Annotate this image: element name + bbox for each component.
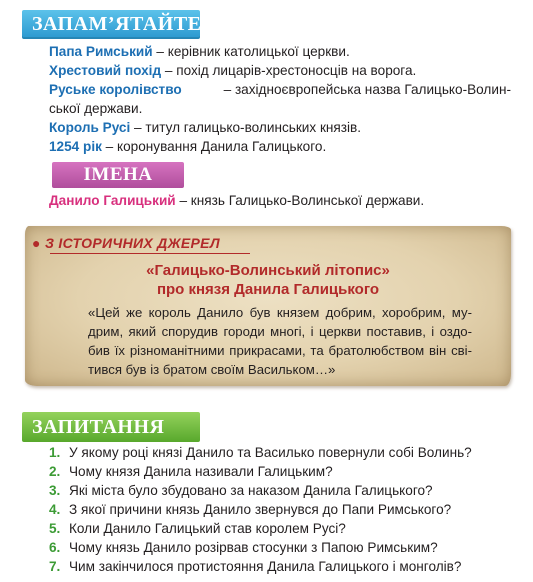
remember-item — [49, 80, 511, 99]
question-number: 6. — [49, 540, 61, 555]
questions-banner — [22, 412, 200, 442]
source-heading: ● З ІСТОРИЧНИХ ДЖЕРЕЛ — [32, 235, 220, 251]
question-text: Коли Данило Галицький став королем Русі? — [69, 521, 346, 536]
question-item — [49, 519, 346, 538]
remember-term: Хрестовий похід — [49, 63, 162, 78]
question-item — [49, 557, 461, 576]
source-quote-line: «Цей же король Данило був князем добрим, хоробрим, му- — [88, 305, 472, 320]
source-title-line-2: про князя Данила Галицького — [156, 281, 380, 298]
source-heading-underline — [50, 253, 250, 254]
source-quote-line: бив їх різноманітними прикрасами, та братолюбством він сві- — [88, 343, 472, 358]
names-item — [49, 191, 424, 210]
question-number: 7. — [49, 559, 61, 574]
remember-term: Руське королівство — [49, 82, 182, 97]
question-text: Чим закінчилося протистояння Данила Галицького і монголів? — [69, 559, 462, 574]
remember-definition: – західноєвропейська назва Галицько-Волин- — [223, 82, 511, 97]
remember-title: ЗАПАМ’ЯТАЙТЕ — [32, 13, 202, 35]
remember-item — [49, 42, 350, 61]
remember-term: Папа Римський — [49, 44, 153, 59]
question-text: У якому році князі Данило та Василько повернули собі Волинь? — [69, 445, 472, 460]
question-number: 5. — [49, 521, 61, 536]
remember-term: Король Русі — [49, 120, 131, 135]
source-quote-line: дрим, який спорудив городи многі, і церкви поставив, і оздо- — [88, 324, 472, 339]
remember-banner — [22, 10, 200, 39]
remember-item-continuation — [49, 99, 142, 118]
question-number: 1. — [49, 445, 61, 460]
question-item — [49, 538, 438, 557]
question-text: Які міста було збудовано за наказом Данила Галицького? — [69, 483, 433, 498]
names-banner — [52, 162, 184, 188]
remember-definition: – похід лицарів-хрестоносців на ворога. — [161, 63, 417, 78]
question-number: 4. — [49, 502, 61, 517]
question-text: Чому князя Данила називали Галицьким? — [69, 464, 333, 479]
question-number: 3. — [49, 483, 61, 498]
remember-definition: – коронування Данила Галицького. — [101, 139, 327, 154]
remember-item — [49, 137, 326, 156]
question-number: 2. — [49, 464, 61, 479]
names-definition: – князь Галицько-Волинської держави. — [175, 193, 425, 208]
remember-definition: – титул галицько-волинських князів. — [130, 120, 362, 135]
source-title-line-1: «Галицько-Волинський літопис» — [146, 262, 390, 279]
question-item — [49, 500, 451, 519]
question-text: Чому князь Данило розірвав стосунки з Папою Римським? — [69, 540, 438, 555]
question-text: З якої причини князь Данило звернувся до Папи Римського? — [69, 502, 452, 517]
names-title: ІМЕНА — [83, 164, 153, 185]
names-term: Данило Галицький — [49, 193, 176, 208]
remember-definition: ської держави. — [49, 101, 143, 116]
question-item — [49, 443, 472, 462]
remember-term: 1254 рік — [49, 139, 102, 154]
remember-definition: – керівник католицької церкви. — [152, 44, 350, 59]
source-quote-line: тився був із братом своїм Васильком…» — [88, 362, 336, 377]
questions-title: ЗАПИТАННЯ — [32, 415, 165, 438]
question-item — [49, 481, 433, 500]
remember-item — [49, 118, 361, 137]
remember-item — [49, 61, 416, 80]
question-item — [49, 462, 333, 481]
